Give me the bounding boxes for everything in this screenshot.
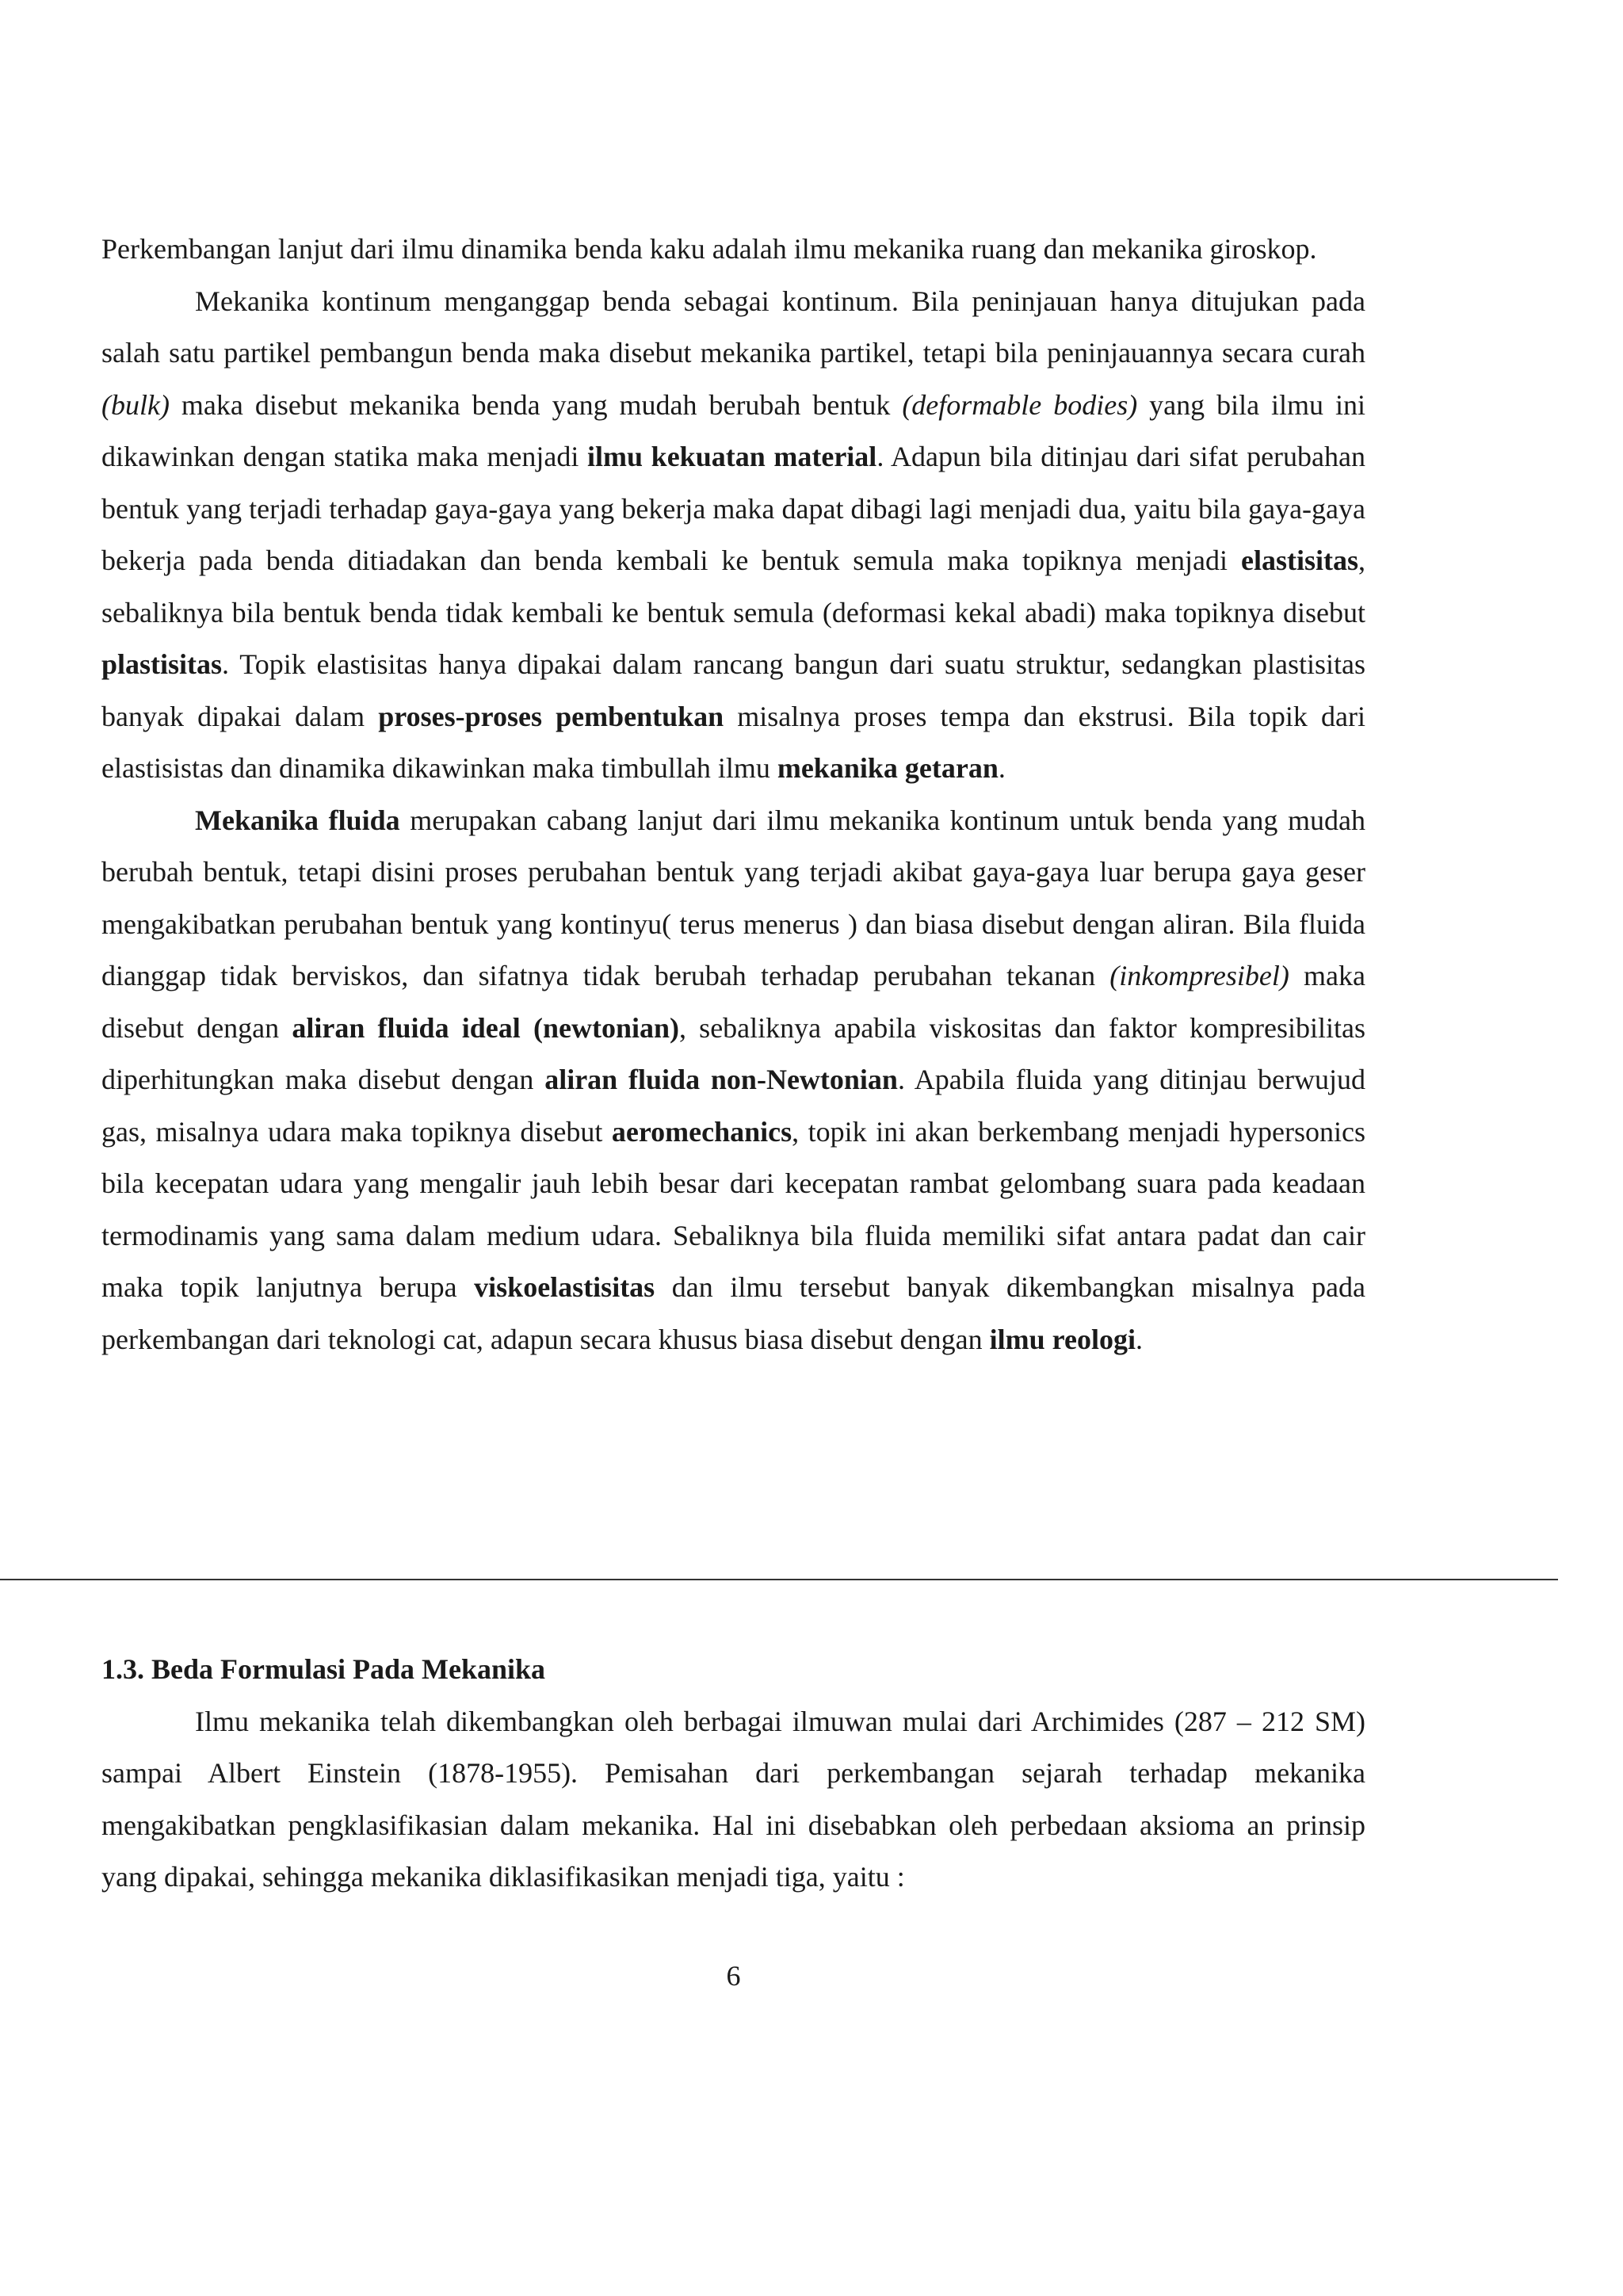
- paragraph-text: Ilmu mekanika telah dikembangkan oleh berbagai ilmuwan mulai dari Archimides (287 – 212 SM) sampai Albert Einstein (1878-1955). Pemisahan dari perkembangan sejarah terhadap mekanika mengakibatkan pengklasifikasian dalam mekanika. Hal ini disebabkan oleh perbedaan aksioma an prinsip yang dipakai, sehingga mekanika diklasifikasikan menjadi tiga, yaitu :: [101, 1705, 1365, 1893]
- text-run: dan ilmu tersebut banyak dikembangkan misalnya pada perkembangan dari teknologi cat, adapun secara khusus biasa disebut dengan: [101, 1271, 1365, 1355]
- term-aeromechanics: aeromechanics: [611, 1115, 792, 1148]
- text-run: , sebaliknya bila bentuk benda tidak kembali ke bentuk semula (deformasi kekal abadi) maka topiknya disebut: [101, 544, 1365, 628]
- term-bulk: (bulk): [101, 388, 170, 421]
- text-run: maka disebut dengan: [101, 960, 1365, 1044]
- term-viskoelastisitas: viskoelastisitas: [474, 1271, 655, 1303]
- paragraph-dynamics-continuation: [101, 223, 1365, 276]
- text-run: merupakan cabang lanjut dari ilmu mekanika kontinum untuk benda yang mudah berubah bentuk, tetapi disini proses perubahan bentuk yang terjadi akibat gaya-gaya luar berupa gaya geser mengakibatkan perubahan bentuk yang kontinyu( terus menerus ) dan biasa disebut dengan aliran. Bila fluida dianggap tidak berviskos, dan sifatnya tidak berubah terhadap perubahan tekanan: [101, 804, 1366, 991]
- term-ilmu-kekuatan-material: ilmu kekuatan material: [587, 441, 877, 472]
- term-ilmu-reologi: ilmu reologi: [989, 1323, 1136, 1355]
- text-run: .: [1135, 1323, 1143, 1355]
- text-run: . Adapun bila ditinjau dari sifat perubahan bentuk yang terjadi terhadap gaya-gaya yang bekerja maka dapat dibagi lagi menjadi dua, yaitu bila gaya-gaya bekerja pada benda ditiadakan dan benda kembali ke bentuk semula maka topiknya menjadi: [101, 441, 1365, 576]
- body-text-section-1-3: [101, 1644, 1365, 1904]
- text-run: Mekanika kontinum menganggap benda sebagai kontinum. Bila peninjauan hanya ditujukan pada salah satu partikel pembangun benda maka disebut mekanika partikel, tetapi bila peninjauannya secara curah: [101, 285, 1365, 369]
- paragraph-text: Perkembangan lanjut dari ilmu dinamika benda kaku adalah ilmu mekanika ruang dan mekanika giroskop.: [101, 233, 1317, 265]
- term-aliran-fluida-non-newtonian: aliran fluida non-Newtonian: [544, 1064, 898, 1095]
- body-text-top: [101, 223, 1365, 1366]
- text-run: yang bila ilmu ini dikawinkan dengan statika maka menjadi: [101, 388, 1366, 472]
- term-inkompresibel: (inkompresibel): [1109, 960, 1289, 991]
- text-run: , sebaliknya apabila viskositas dan faktor kompresibilitas diperhitungkan maka disebut dengan: [101, 1011, 1365, 1095]
- paragraph-formulation-differences: [101, 1696, 1365, 1904]
- section-heading: 1.3. Beda Formulasi Pada Mekanika: [101, 1653, 546, 1685]
- page-number: 6: [726, 1960, 741, 1992]
- term-mekanika-getaran: mekanika getaran: [777, 752, 999, 784]
- term-plastisitas: plastisitas: [101, 648, 223, 680]
- horizontal-divider: [0, 1579, 1558, 1580]
- term-proses-pembentukan: proses-proses pembentukan: [378, 700, 724, 732]
- text-run: , topik ini akan berkembang menjadi hypersonics bila kecepatan udara yang mengalir jauh lebih besar dari kecepatan rambat gelombang suara pada keadaan termodinamis yang sama dalam medium udara. Sebaliknya bila fluida memiliki sifat antara padat dan cair maka topik lanjutnya berupa: [101, 1115, 1365, 1303]
- paragraph-fluid-mechanics: [101, 795, 1365, 1366]
- paragraph-continuum-mechanics: [101, 276, 1365, 795]
- term-deformable-bodies: (deformable bodies): [902, 388, 1138, 421]
- text-run: .: [998, 752, 1006, 784]
- text-run: maka disebut mekanika benda yang mudah berubah bentuk: [169, 388, 903, 421]
- term-mekanika-fluida: Mekanika fluida: [195, 804, 400, 836]
- term-elastisitas: elastisitas: [1241, 544, 1358, 576]
- text-run: . Topik elastisitas hanya dipakai dalam rancang bangun dari suatu struktur, sedangkan plastisitas banyak dipakai dalam: [101, 648, 1365, 732]
- text-run: . Apabila fluida yang ditinjau berwujud gas, misalnya udara maka topiknya disebut: [101, 1064, 1366, 1148]
- term-aliran-fluida-ideal: aliran fluida ideal (newtonian): [292, 1011, 679, 1044]
- text-run: misalnya proses tempa dan ekstrusi. Bila topik dari elastisistas dan dinamika dikawinkan maka timbullah ilmu: [101, 700, 1365, 784]
